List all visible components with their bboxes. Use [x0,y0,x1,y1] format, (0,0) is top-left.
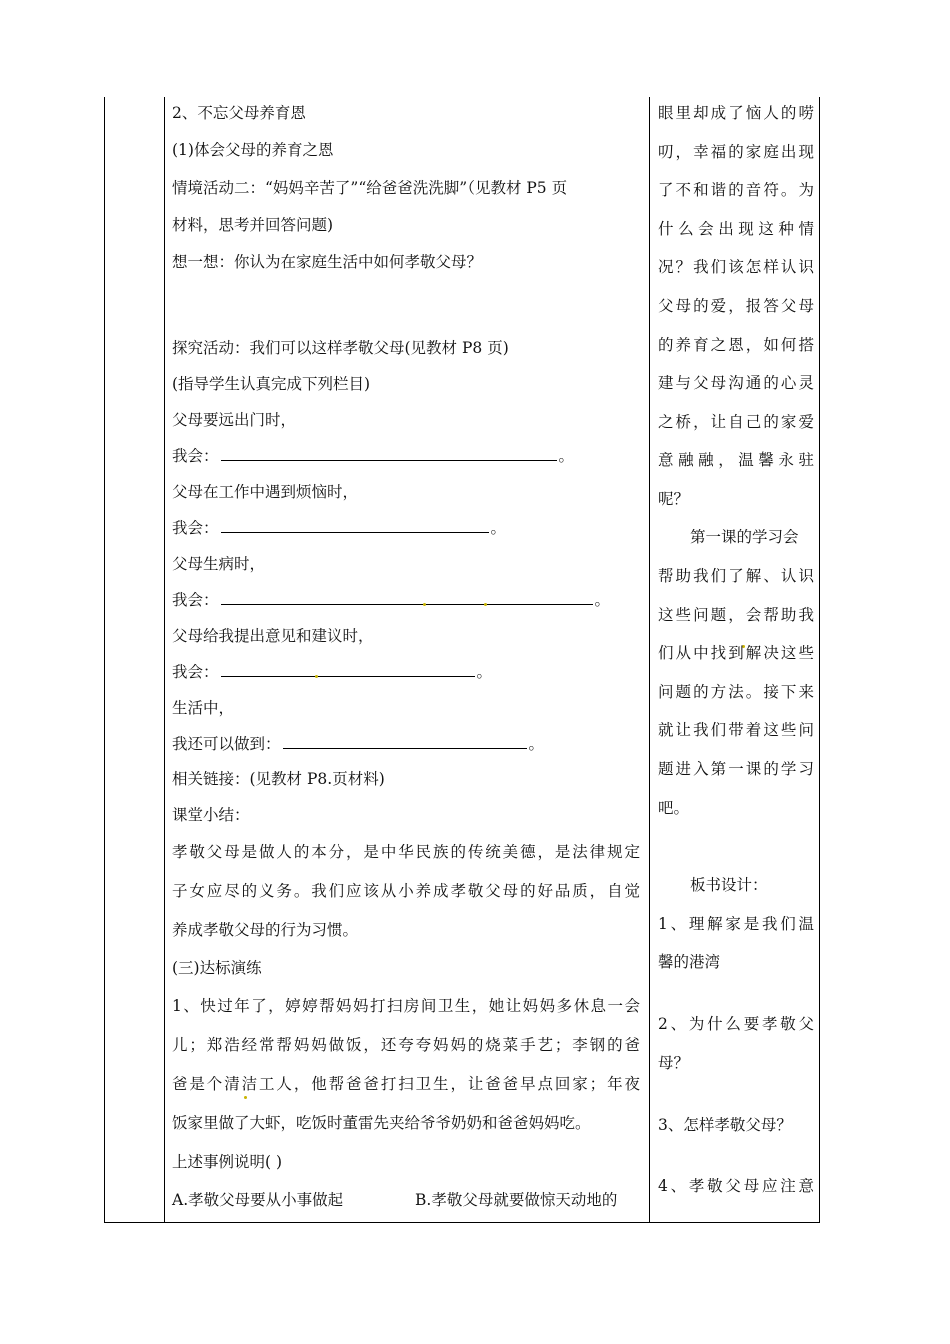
guide-note: (指导学生认真完成下列栏目) [172,375,371,393]
speck-mark [244,1096,247,1099]
fill-blank[interactable] [221,446,557,461]
speck-mark [484,603,487,606]
side-text-line: 问题的方法。接下来 [658,683,814,701]
speck-mark [423,603,426,606]
prompt-work-trouble: 父母在工作中遇到烦恼时， [172,483,359,501]
side-text-line: 之桥，让自己的家爱 [658,413,814,431]
exercise-line-2 [172,1035,640,1055]
side-text-line: 的养育之恩，如何搭 [658,336,814,354]
column-divider-1 [164,97,165,1223]
section-heading: 2、不忘父母养育恩 [172,104,306,122]
exercise-question: 上述事例说明( ) [172,1153,283,1171]
side-text-line: 叨，幸福的家庭出现 [658,143,814,161]
board-item-1: 1、理解家是我们温 [658,915,814,933]
option-b[interactable]: B.孝敬父母就要做惊天动地的 [415,1191,618,1209]
explore-activity: 探究活动：我们可以这样孝敬父母(见教材 P8 页) [172,339,509,357]
options-row [172,1190,642,1210]
prompt-sick: 父母生病时， [172,555,266,573]
speck-mark [315,675,318,678]
summary-line-3: 养成孝敬父母的行为习惯。 [172,921,359,939]
summary-title: 课堂小结： [172,806,250,824]
practice-title: (三)达标演练 [172,959,262,977]
exercise-line-1 [172,996,640,1016]
answer-line-3: 我会： 。 [172,591,611,609]
side-text-line: 吧。 [658,799,690,817]
side-text-line: 父母的爱，报答父母 [658,297,814,315]
activity-line-2: 材料，思考并回答问题) [172,216,334,234]
side-text-line: 了不和谐的音符。为 [658,181,814,199]
activity-line-1: 情境活动二：“妈妈辛苦了”“给爸爸洗洗脚”（见教材 P5 页 [172,179,568,197]
answer-line-2: 我会： 。 [172,519,507,537]
prompt-going-out: 父母要远出门时， [172,411,297,429]
column-divider-2 [649,97,650,1223]
answer-line-5: 我还可以做到： 。 [172,735,545,753]
exercise-line-4: 饭家里做了大虾，吃饭时董雷先夹给爷爷奶奶和爸爸妈妈吃。 [172,1114,591,1132]
board-item-2: 2、为什么要孝敬父 [658,1015,814,1033]
side-text-line: 就让我们带着这些问 [658,721,814,739]
board-item-4: 4、孝敬父母应注意 [658,1177,814,1195]
board-item-3: 3、怎样孝敬父母？ [658,1116,792,1134]
summary-line-1 [172,842,640,862]
answer-line-4: 我会： 。 [172,663,493,681]
side-text-line: 什么会出现这种情 [658,220,814,238]
exercise-text: 1、快过年了，婷婷帮妈妈打扫房间卫生，她让妈妈多休息一会 [172,997,640,1015]
side-text-line: 意融融，温馨永驻 [658,451,814,469]
fill-blank[interactable] [283,734,527,749]
side-text-line: 帮助我们了解、认识 [658,567,814,585]
think-question: 想一想：你认为在家庭生活中如何孝敬父母？ [172,253,483,271]
side-text-line: 呢？ [658,490,690,508]
subsection-heading: (1)体会父母的养育之恩 [172,141,334,159]
fill-blank[interactable] [221,518,489,533]
fill-blank[interactable] [221,662,475,677]
exercise-line-3 [172,1074,640,1094]
answer-line-1: 我会： 。 [172,447,575,465]
summary-line-2 [172,881,640,901]
side-text-line: 们从中找到解决这些 [658,644,814,662]
board-item-2-cont: 母？ [658,1054,690,1072]
side-text-line: 第一课的学习会 [690,528,799,546]
exercise-text: 爸是个清洁工人，他帮爸爸打扫卫生，让爸爸早点回家；年夜 [172,1075,640,1093]
side-text-line: 题进入第一课的学习 [658,760,814,778]
option-a[interactable]: A.孝敬父母要从小事做起 [172,1191,344,1209]
summary-text: 子女应尽的义务。我们应该从小养成孝敬父母的好品质，自觉 [172,882,640,900]
side-text-line: 建与父母沟通的心灵 [658,374,814,392]
exercise-text: 儿；郑浩经常帮妈妈做饭，还夸夸妈妈的烧菜手艺；李钢的爸 [172,1036,640,1054]
prompt-daily-life: 生活中， [172,699,235,717]
side-text-line: 况？我们该怎样认识 [658,258,814,276]
side-text-line: 眼里却成了恼人的唠 [658,104,814,122]
side-text-line: 这些问题，会帮助我 [658,606,814,624]
board-item-1-cont: 馨的港湾 [658,953,721,971]
related-link: 相关链接：(见教材 P8.页材料) [172,770,385,788]
board-design-title: 板书设计： [690,876,768,894]
summary-text: 孝敬父母是做人的本分，是中华民族的传统美德，是法律规定 [172,843,640,861]
fill-blank[interactable] [221,590,593,605]
prompt-advice: 父母给我提出意见和建议时， [172,627,374,645]
